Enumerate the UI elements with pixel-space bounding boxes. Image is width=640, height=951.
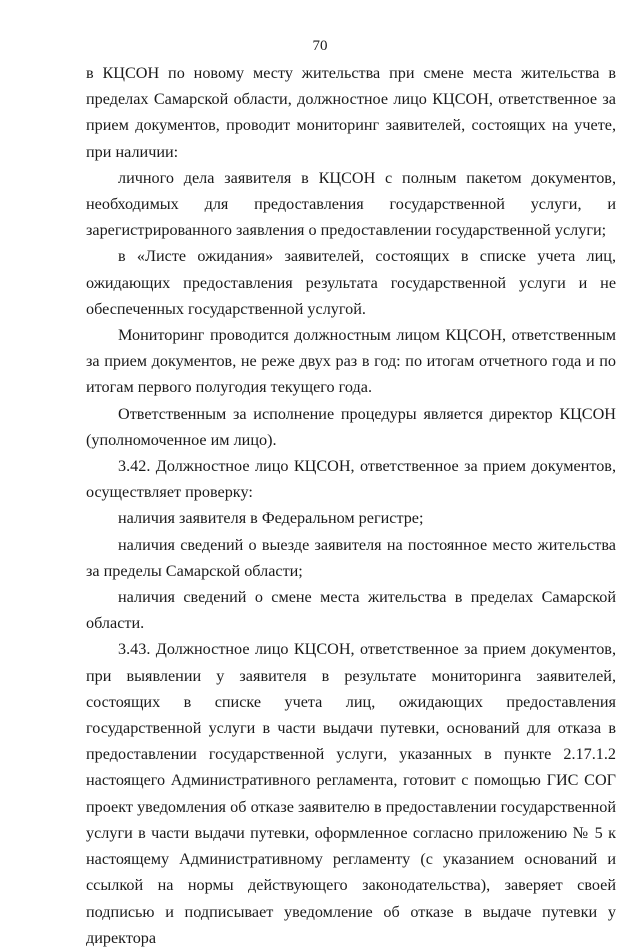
paragraph: Ответственным за исполнение процедуры является директор КЦСОН (уполномоченное им лицо). (86, 404, 616, 449)
paragraph: личного дела заявителя в КЦСОН с полным пакетом документов, необходимых для предоставления государственной услуги, и зарегистрированного заявления о предоставлении государственной услуги; (86, 168, 616, 240)
paragraph: наличия сведений о смене места жительства в пределах Самарской области. (86, 588, 616, 633)
paragraph: 3.42. Должностное лицо КЦСОН, ответственное за прием документов, осуществляет проверку: (86, 457, 616, 502)
paragraph: 3.43. Должностное лицо КЦСОН, ответственное за прием документов, при выявлении у заявителя в результате мониторинга заявителей, состоящих в списке учета лиц, ожидающих предоставления государственной услуги в части выдачи путевки, оснований для отказа в предоставлении государственной услуги, указанных в пункте 2.17.1.2 настоящего Административного регламента, готовит с помощью ГИС СОГ проект уведомления об отказе заявителю в предоставлении государственной услуги в части выдачи путевки, оформленное согласно приложению № 5 к настоящему Административному регламенту (с указанием оснований и ссылкой на нормы действующего законодательства), заверяет своей подписью и подписывает уведомление об отказе в выдаче путевки у директора (86, 640, 616, 947)
paragraph: в КЦСОН по новому месту жительства при смене места жительства в пределах Самарской области, должностное лицо КЦСОН, ответственное за прием документов, проводит мониторинг заявителей, состоящих на учете, при наличии: (86, 64, 616, 161)
paragraph: наличия заявителя в Федеральном регистре; (118, 509, 424, 528)
paragraph: в «Листе ожидания» заявителей, состоящих в списке учета лиц, ожидающих предоставления результата государственной услуги и не обеспеченных государственной услугой. (86, 247, 616, 318)
paragraph: наличия сведений о выезде заявителя на постоянное место жительства за пределы Самарской области; (86, 535, 616, 580)
document-body (86, 60, 616, 951)
page-number: 70 (312, 38, 328, 54)
paragraph: Мониторинг проводится должностным лицом КЦСОН, ответственным за прием документов, не реже двух раз в год: по итогам отчетного года и по итогам первого полугодия текущего года. (86, 326, 616, 397)
